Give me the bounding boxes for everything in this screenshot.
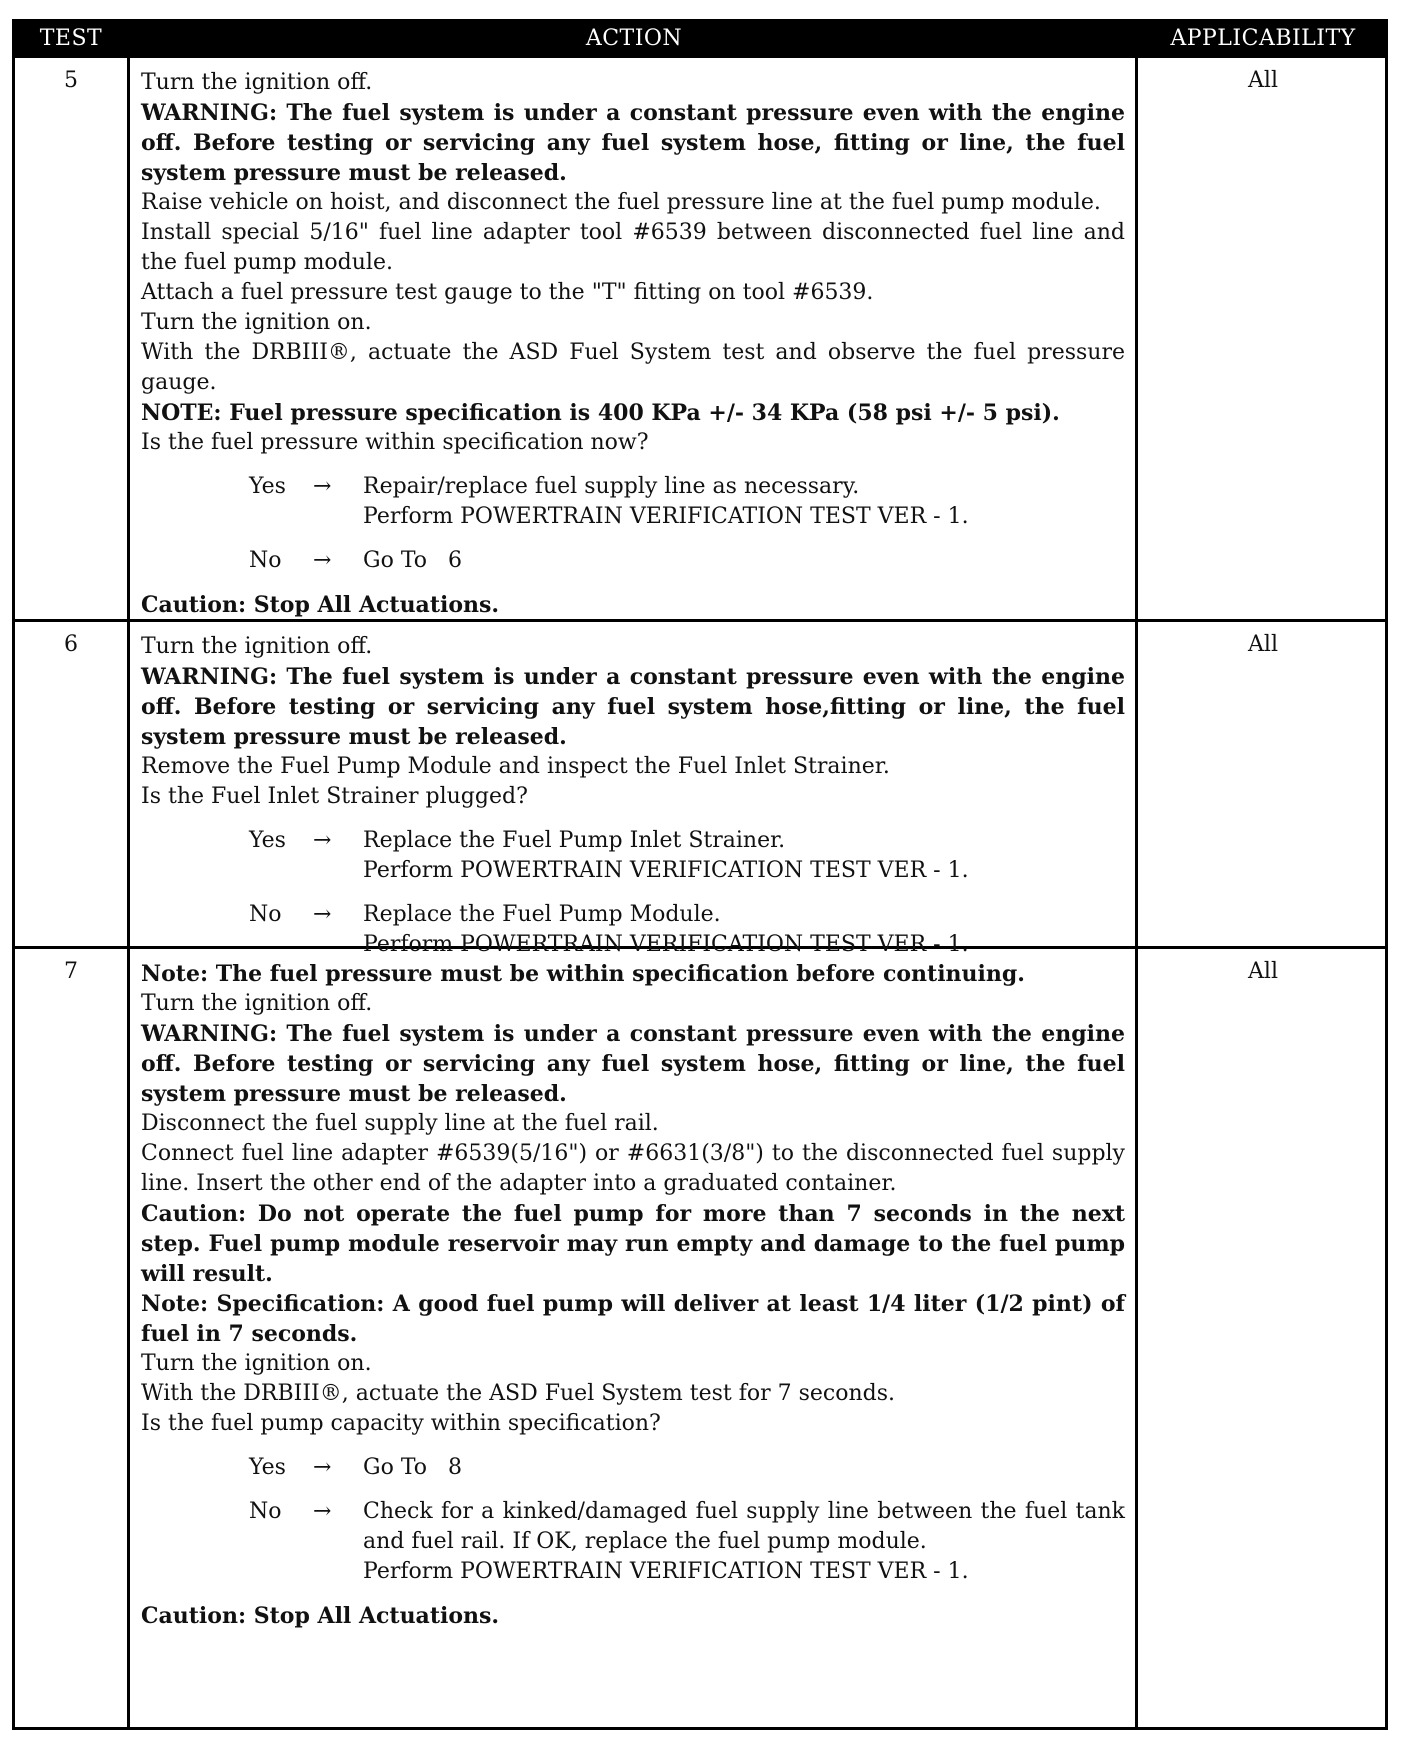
yes-label: Yes <box>249 1455 286 1480</box>
result-text: Go To 8 <box>363 1455 462 1480</box>
no-label: No <box>249 902 282 927</box>
action-step: Turn the ignition on. <box>141 310 372 335</box>
action-step: Disconnect the fuel supply line at the fuel rail. <box>141 1111 659 1136</box>
yes-label: Yes <box>249 474 286 499</box>
result-text: Perform POWERTRAIN VERIFICATION TEST VER - 1. <box>363 504 969 529</box>
applicability-cell: All <box>1248 68 1278 93</box>
note-text: NOTE: Fuel pressure specification is 400 KPa +/- 34 KPa (58 psi +/- 5 psi). <box>141 400 1060 426</box>
action-step: Turn the ignition off. <box>141 634 373 659</box>
no-label: No <box>249 548 282 573</box>
result-text: Perform POWERTRAIN VERIFICATION TEST VER - 1. <box>363 1559 969 1584</box>
test-number: 5 <box>64 68 78 93</box>
arrow-icon: → <box>313 828 332 853</box>
caution-text: Caution: Stop All Actuations. <box>141 592 500 618</box>
header-applicability: APPLICABILITY <box>1170 26 1356 51</box>
action-step: With the DRBIII®, actuate the ASD Fuel System test for 7 seconds. <box>141 1381 896 1406</box>
arrow-icon: → <box>313 902 332 927</box>
note-text: Note: The fuel pressure must be within specification before continuing. <box>141 961 1025 987</box>
table-row <box>15 622 1385 957</box>
applicability-cell: All <box>1248 632 1278 657</box>
test-number: 7 <box>64 959 78 984</box>
yes-label: Yes <box>249 828 286 853</box>
action-step: Turn the ignition off. <box>141 991 373 1016</box>
action-cell <box>141 632 1125 960</box>
caution-text: Caution: Stop All Actuations. <box>141 1603 500 1629</box>
applicability-cell: All <box>1248 959 1278 984</box>
action-step: With the DRBIII®, actuate the ASD Fuel System test and observe the fuel pressure gauge. <box>141 340 1125 395</box>
action-step: Connect fuel line adapter #6539(5/16") or #6631(3/8") to the disconnected fuel supply line. Insert the other end of the adapter into a graduated container. <box>141 1141 1125 1196</box>
action-cell <box>141 68 1125 620</box>
result-text: Replace the Fuel Pump Inlet Strainer. <box>363 828 786 853</box>
action-step: Turn the ignition on. <box>141 1351 372 1376</box>
table-row <box>15 58 1385 619</box>
question-text: Is the Fuel Inlet Strainer plugged? <box>141 784 528 809</box>
result-text: Check for a kinked/damaged fuel supply line between the fuel tank and fuel rail. If OK, replace the fuel pump module. <box>363 1499 1125 1554</box>
warning-text: WARNING: The fuel system is under a constant pressure even with the engine off. Before testing or servicing any fuel system hose, fitting or line, the fuel system pressure must be released. <box>141 100 1125 186</box>
warning-text: WARNING: The fuel system is under a constant pressure even with the engine off. Before testing or servicing any fuel system hose, fitting or line, the fuel system pressure must be released. <box>141 1021 1125 1107</box>
header-action: ACTION <box>585 26 683 51</box>
caution-text: Caution: Do not operate the fuel pump for more than 7 seconds in the next step. Fuel pump module reservoir may run empty and damage to the fuel pump will result. <box>141 1201 1125 1287</box>
warning-text: WARNING: The fuel system is under a constant pressure even with the engine off. Before testing or servicing any fuel system hose,fitting or line, the fuel system pressure must be released. <box>141 664 1125 750</box>
action-step: Turn the ignition off. <box>141 70 373 95</box>
result-text: Repair/replace fuel supply line as necessary. <box>363 474 860 499</box>
no-label: No <box>249 1499 282 1524</box>
result-text: Perform POWERTRAIN VERIFICATION TEST VER - 1. <box>363 932 969 957</box>
arrow-icon: → <box>313 1499 332 1524</box>
action-step: Raise vehicle on hoist, and disconnect the fuel pressure line at the fuel pump module. <box>141 190 1101 215</box>
question-text: Is the fuel pressure within specification now? <box>141 430 649 455</box>
table-header <box>15 22 1385 58</box>
result-text: Replace the Fuel Pump Module. <box>363 902 721 927</box>
yes-result <box>141 472 1125 532</box>
arrow-icon: → <box>313 474 332 499</box>
result-text: Perform POWERTRAIN VERIFICATION TEST VER - 1. <box>363 858 969 883</box>
action-cell <box>141 959 1125 1631</box>
no-result <box>141 546 1125 576</box>
no-result <box>141 1497 1125 1587</box>
action-step: Remove the Fuel Pump Module and inspect the Fuel Inlet Strainer. <box>141 754 890 779</box>
yes-result <box>141 826 1125 886</box>
yes-result <box>141 1453 1125 1483</box>
arrow-icon: → <box>313 1455 332 1480</box>
question-text: Is the fuel pump capacity within specification? <box>141 1411 661 1436</box>
diagnostic-table <box>12 19 1388 1730</box>
test-number: 6 <box>64 632 78 657</box>
header-test: TEST <box>39 26 103 51</box>
result-text: Go To 6 <box>363 548 462 573</box>
note-text: Note: Specification: A good fuel pump will deliver at least 1/4 liter (1/2 pint) of fuel in 7 seconds. <box>141 1291 1125 1347</box>
action-step: Attach a fuel pressure test gauge to the "T" fitting on tool #6539. <box>141 280 874 305</box>
table-row <box>15 949 1385 1730</box>
arrow-icon: → <box>313 548 332 573</box>
action-step: Install special 5/16" fuel line adapter tool #6539 between disconnected fuel line and the fuel pump module. <box>141 220 1125 275</box>
